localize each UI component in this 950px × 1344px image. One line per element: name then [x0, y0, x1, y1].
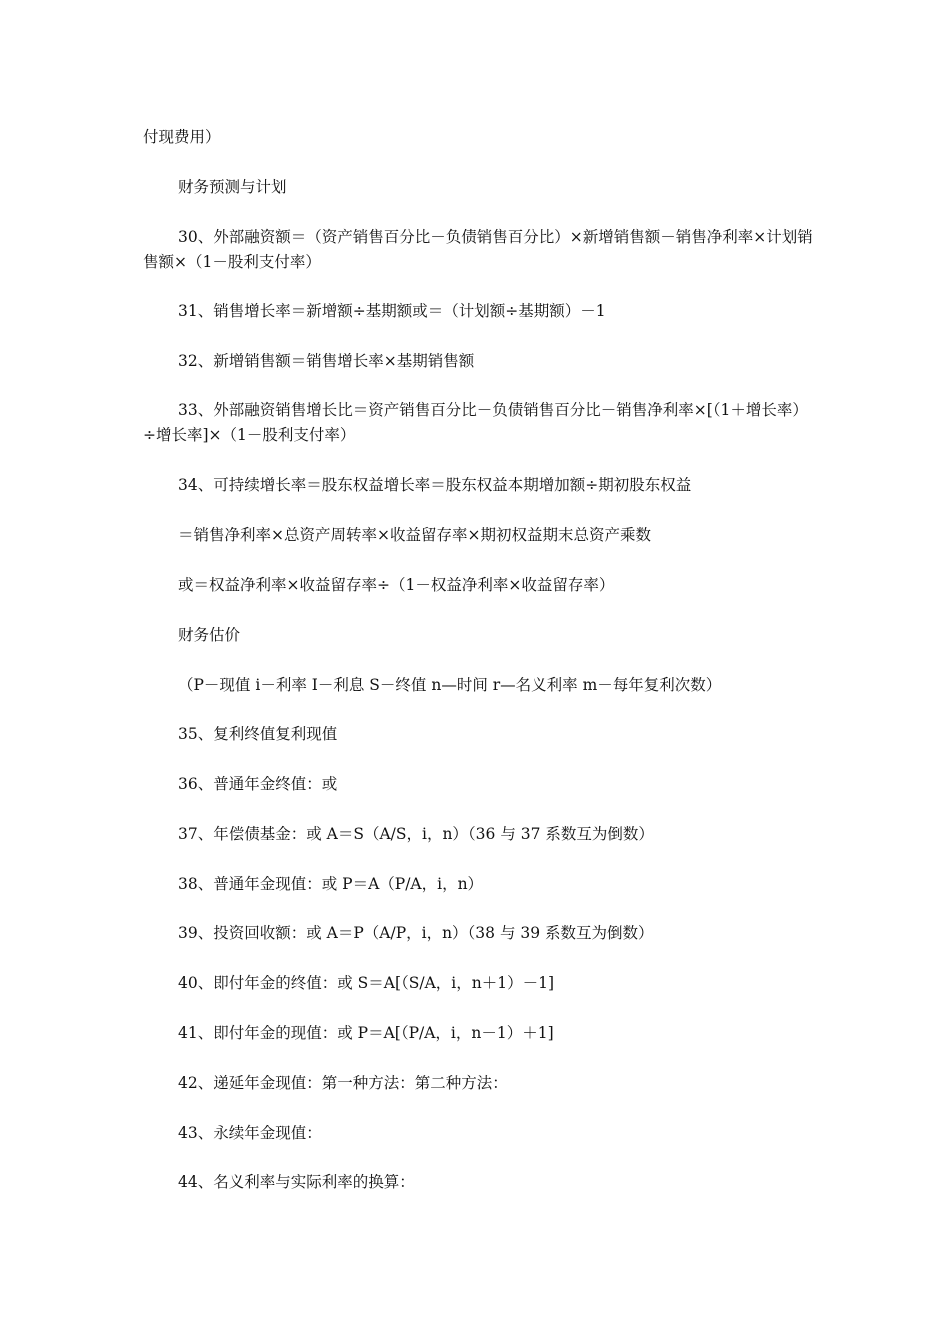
formula-38: 38、普通年金现值：或 P＝A（P/A，i，n） — [178, 875, 484, 893]
formula-43: 43、永续年金现值： — [178, 1124, 322, 1142]
section-heading-valuation: 财务估价 — [178, 626, 241, 644]
formula-37: 37、年偿债基金：或 A＝S（A/S，i，n）（36 与 37 系数互为倒数） — [178, 825, 654, 843]
formula-36: 36、普通年金终值：或 — [178, 775, 338, 793]
section-heading-forecast: 财务预测与计划 — [178, 178, 287, 196]
formula-40: 40、即付年金的终值：或 S＝A[（S/A，i，n＋1）－1] — [178, 974, 555, 992]
formula-30: 30、外部融资额＝（资产销售百分比－负债销售百分比）×新增销售额－销售净利率×计划销售额×（1－股利支付率） — [143, 228, 813, 271]
formula-34-line-3: 或＝权益净利率×收益留存率÷（1－权益净利率×收益留存率） — [178, 576, 615, 594]
formula-39: 39、投资回收额：或 A＝P（A/P，i，n）（38 与 39 系数互为倒数） — [178, 924, 654, 942]
formula-34: 34、可持续增长率＝股东权益增长率＝股东权益本期增加额÷期初股东权益 — [178, 476, 692, 494]
formula-42: 42、递延年金现值：第一种方法：第二种方法： — [178, 1074, 508, 1092]
formula-41: 41、即付年金的现值：或 P＝A[（P/A，i，n－1）＋1] — [178, 1024, 554, 1042]
formula-31: 31、销售增长率＝新增额÷基期额或＝（计划额÷基期额）－1 — [178, 302, 606, 320]
formula-33: 33、外部融资销售增长比＝资产销售百分比－负债销售百分比－销售净利率×[（1＋增长率）÷增长率]×（1－股利支付率） — [143, 401, 808, 444]
formula-32: 32、新增销售额＝销售增长率×基期销售额 — [178, 352, 475, 370]
formula-34-line-2: ＝销售净利率×总资产周转率×收益留存率×期初权益期末总资产乘数 — [178, 526, 651, 544]
formula-44: 44、名义利率与实际利率的换算： — [178, 1173, 415, 1191]
symbol-legend: （P－现值 i－利率 I－利息 S－终值 n—时间 r—名义利率 m－每年复利次数） — [178, 676, 722, 694]
formula-35: 35、复利终值复利现值 — [178, 725, 338, 743]
paragraph-continuation: 付现费用） — [143, 128, 221, 146]
